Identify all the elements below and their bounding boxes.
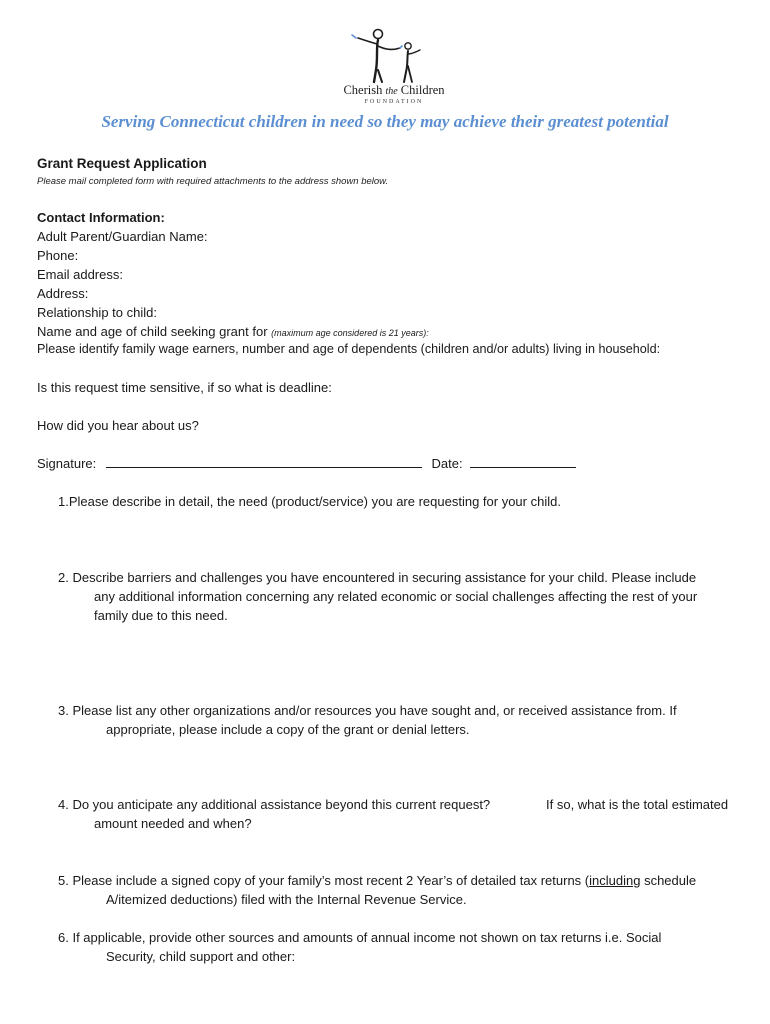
email-label: Email address: xyxy=(37,267,123,282)
parent-child-figures-icon xyxy=(342,26,446,84)
logo-wordmark: Cherish the Children xyxy=(343,83,445,97)
foundation-logo xyxy=(342,26,446,106)
signature-line xyxy=(106,456,422,468)
question-6-line-1: 6. If applicable, provide other sources and amounts of annual income not shown on tax returns i.e. Social xyxy=(58,930,662,945)
hear-about-label: How did you hear about us? xyxy=(37,418,199,433)
address-label: Address: xyxy=(37,286,89,301)
wage-earners-label: Please identify family wage earners, number and age of dependents (children and/or adults) living in household: xyxy=(37,342,661,356)
question-3-line-2: appropriate, please include a copy of the grant or denial letters. xyxy=(106,722,470,737)
date-label: Date: xyxy=(431,456,463,471)
question-4-line-1b: If so, what is the total estimated xyxy=(546,797,729,812)
signature-label: Signature: xyxy=(37,456,97,471)
question-2-line-1: 2. Describe barriers and challenges you have encountered in securing assistance for your child. Please include xyxy=(58,570,697,585)
question-4-line-1a: 4. Do you anticipate any additional assistance beyond this current request? xyxy=(58,797,491,812)
page-title: Grant Request Application xyxy=(37,156,207,171)
signature-row xyxy=(37,456,576,471)
question-1: 1.Please describe in detail, the need (product/service) you are requesting for your child. xyxy=(58,494,561,509)
logo-foundation-text: FOUNDATION xyxy=(364,99,424,105)
child-age-note: (maximum age considered is 21 years): xyxy=(271,328,429,338)
including-underlined: including xyxy=(589,873,641,888)
time-sensitive-label: Is this request time sensitive, if so what is deadline: xyxy=(37,380,332,395)
date-line xyxy=(470,456,576,468)
page-subtitle: Please mail completed form with required attachments to the address shown below. xyxy=(37,176,389,187)
relationship-label: Relationship to child: xyxy=(37,305,157,320)
question-3-line-1: 3. Please list any other organizations and/or resources you have sought and, or received assistance from. If xyxy=(58,703,677,718)
guardian-name-label: Adult Parent/Guardian Name: xyxy=(37,229,208,244)
question-5-line-1: 5. Please include a signed copy of your family’s most recent 2 Year’s of detailed tax returns (including schedule xyxy=(58,873,697,888)
question-2-line-3: family due to this need. xyxy=(94,608,228,623)
question-2-line-2: any additional information concerning any related economic or social challenges affecting the rest of your xyxy=(94,589,698,604)
contact-heading: Contact Information: xyxy=(37,210,165,225)
phone-label: Phone: xyxy=(37,248,79,263)
question-5-line-2: A/itemized deductions) filed with the Internal Revenue Service. xyxy=(106,892,467,907)
question-4-line-2: amount needed and when? xyxy=(94,816,252,831)
child-name-age-label: Name and age of child seeking grant for (maximum age considered is 21 years): xyxy=(37,324,429,339)
tagline: Serving Connecticut children in need so they may achieve their greatest potential xyxy=(101,112,669,131)
question-6-line-2: Security, child support and other: xyxy=(106,949,296,964)
